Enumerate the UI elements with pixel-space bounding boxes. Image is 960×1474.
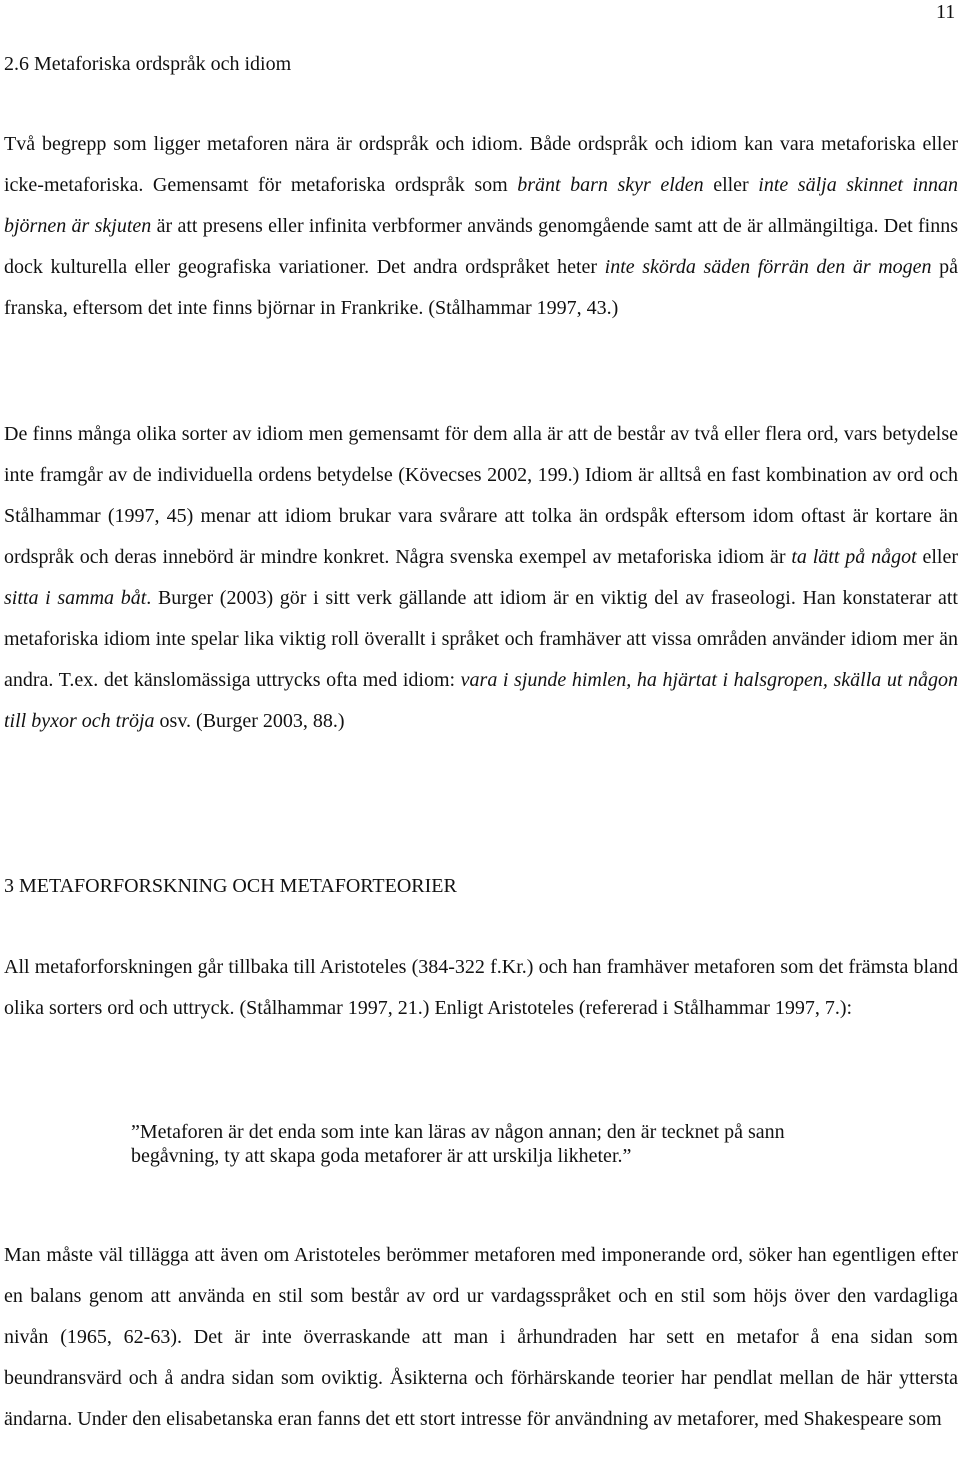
block-quote: ”Metaforen är det enda som inte kan läras av någon annan; den är tecknet på sann begåvning, ty att skapa goda metaforer är att urskilja likheter.” (131, 1121, 785, 1167)
text-run: osv. (Burger 2003, 88.) (154, 710, 345, 732)
italic-example: bränt barn skyr elden (517, 174, 704, 196)
italic-example: vara i sjunde himlen, ha hjärtat i halsgropen, skälla ut någon till byxor och tröja (4, 669, 959, 732)
chapter-heading: 3 METAFORFORSKNING OCH METAFORTEORIER (4, 875, 457, 897)
text-run: Två begrepp som ligger metaforen nära är ordspråk och idiom. Både ordspråk och idiom kan vara metaforiska eller icke-metaforiska. Gemensamt för metaforiska ordspråk som (4, 133, 958, 196)
paragraph-aristoteles: All metaforforskningen går tillbaka till Aristoteles (384-322 f.Kr.) och han framhäver metaforen som det främsta bland olika sorters ord och uttryck. (Stålhammar 1997, 21.) Enligt Aristoteles (refererad i Stålhammar 1997, 7.): (4, 956, 958, 1019)
paragraph-ordsprak (4, 124, 958, 329)
italic-example: inte skörda säden förrän den är mogen (604, 256, 932, 278)
text-run: eller (703, 174, 759, 196)
text-run: eller (916, 546, 958, 568)
page-number: 11 (936, 1, 956, 23)
paragraph-idiom (4, 414, 958, 742)
text-run: De finns många olika sorter av idiom men gemensamt för dem alla är att de består av två eller flera ord, vars betydelse inte framgår av de individuella ordens betydelse (Kövecses 2002, 199.) Idiom är alltså en fast kombination av ord och Stålhammar (1997, 45) menar att idiom brukar vara svårare att tolka än ordspåk eftersom idom oftast är kortare än ordspråk och deras innebörd är mindre konkret. Några svenska exempel av metaforiska idiom är (4, 423, 958, 568)
paragraph-balans: Man måste väl tillägga att även om Aristoteles berömmer metaforen med imponerande ord, söker han egentligen efter en balans genom att använda en stil som består av ord ur vardagsspråket och en stil som höjs över den vardagliga nivån (1965, 62-63). Det är inte överraskande att man i århundraden har sett en metafor å ena sidan som beundransvärd och å andra sidan som oviktig. Åsikterna och förhärskande teorier har pendlat mellan de här yttersta ändarna. Under den elisabetanska eran fanns det ett stort intresse för användning av metaforer, med Shakespeare som (4, 1244, 958, 1430)
italic-example: sitta i samma båt (4, 587, 147, 609)
section-heading: 2.6 Metaforiska ordspråk och idiom (4, 53, 292, 75)
text-run: på franska, eftersom det inte finns björnar in Frankrike. (Stålhammar 1997, 43.) (4, 256, 958, 319)
italic-example: inte sälja skinnet innan björnen är skjuten (4, 174, 958, 237)
text-run: . Burger (2003) gör i sitt verk gällande att idiom är en viktig del av fraseologi. Han konstaterar att metaforiska idiom inte spelar lika viktig roll överallt i språket och framhäver att vissa områden använder idiom mer än andra. T.ex. det känslomässiga uttrycks ofta med idiom: (4, 587, 958, 691)
italic-example: ta lätt på något (791, 546, 917, 568)
text-run: är att presens eller infinita verbformer används genomgående samt att de är allmängiltiga. Det finns dock kulturella eller geografiska variationer. Det andra ordspråket heter (4, 215, 959, 278)
